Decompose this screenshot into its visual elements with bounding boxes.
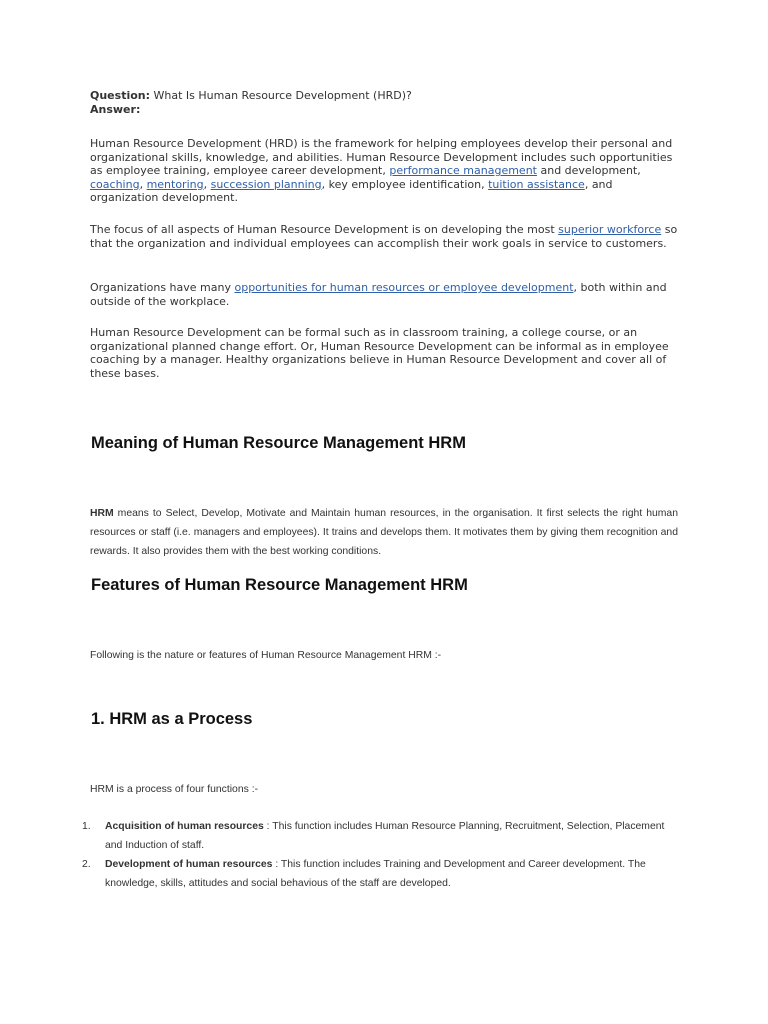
text-run: Organizations have many xyxy=(90,281,235,294)
hrd-paragraph-4: Human Resource Development can be formal such as in classroom training, a college course, or an organizational planned change effort. Or, Human Resource Development can be informal as in employee coaching by a manager. Healthy organizations believe in Human Resource Development and cover all of these bases. xyxy=(90,326,669,380)
text-run: , and organization development. xyxy=(90,177,613,205)
section-heading-features: Features of Human Resource Management HRM xyxy=(91,576,468,594)
question-label: Question: xyxy=(90,89,151,102)
section-heading-process: 1. HRM as a Process xyxy=(91,710,253,728)
section-heading-meaning: Meaning of Human Resource Management HRM xyxy=(91,434,466,452)
list-item xyxy=(70,817,678,855)
list-item-text: : This function includes Training and Development and Career development. The knowledge, skills, attitudes and social behavious of the staff are developed. xyxy=(105,859,646,889)
functions-list xyxy=(70,817,678,893)
list-item-number: 1. xyxy=(82,821,91,832)
hrm-term: HRM xyxy=(90,508,114,519)
succession-planning-link[interactable]: succession planning xyxy=(210,177,322,191)
hrd-paragraph-1 xyxy=(90,137,682,205)
features-intro-text: Following is the nature or features of Human Resource Management HRM :- xyxy=(90,650,442,661)
tuition-assistance-link[interactable]: tuition assistance xyxy=(488,177,585,191)
text-run: means to Select, Develop, Motivate and Maintain human resources, in the organisation. It first selects the right human resources or staff (i.e. managers and employees). It trains and develops them. It motivates them by giving them recognition and rewards. It also provides them with the best working conditions. xyxy=(90,508,678,557)
list-item-title: Acquisition of human resources xyxy=(105,821,264,832)
mentoring-link[interactable]: mentoring xyxy=(146,177,204,191)
list-item-number: 2. xyxy=(82,859,91,870)
text-run: and development, xyxy=(536,164,641,178)
answer-label: Answer: xyxy=(90,102,141,116)
text-run: The focus of all aspects of Human Resource Development is on developing the most xyxy=(90,223,559,236)
hrm-meaning-paragraph xyxy=(90,504,678,561)
list-item-title: Development of human resources xyxy=(105,859,273,870)
list-item-text: : This function includes Human Resource Planning, Recruitment, Selection, Placement and Induction of staff. xyxy=(105,821,665,851)
hrd-paragraph-2 xyxy=(90,223,682,250)
text-run: , xyxy=(139,177,147,191)
text-run: , xyxy=(203,177,211,191)
superior-workforce-link[interactable]: superior workforce xyxy=(558,223,662,236)
performance-management-link[interactable]: performance management xyxy=(389,164,537,178)
question-answer-header xyxy=(90,89,682,116)
hrd-paragraph-3 xyxy=(90,281,682,308)
question-line xyxy=(90,89,682,103)
text-run: Human Resource Development (HRD) is the framework for helping employees develop their personal and organizational skills, knowledge, and abilities. Human Resource Development includes such opportunities as employee training, employee career development, xyxy=(90,137,673,178)
list-item xyxy=(70,855,678,893)
text-run: , key employee identification, xyxy=(321,177,489,191)
process-intro-text: HRM is a process of four functions :- xyxy=(90,784,259,795)
coaching-link[interactable]: coaching xyxy=(90,177,140,191)
text-run: so that the organization and individual employees can accomplish their work goals in service to customers. xyxy=(90,223,678,250)
employee-development-link[interactable]: opportunities for human resources or employee development xyxy=(234,281,574,294)
text-run: , both within and outside of the workplace. xyxy=(90,281,667,308)
question-text: What Is Human Resource Development (HRD)? xyxy=(153,89,412,102)
